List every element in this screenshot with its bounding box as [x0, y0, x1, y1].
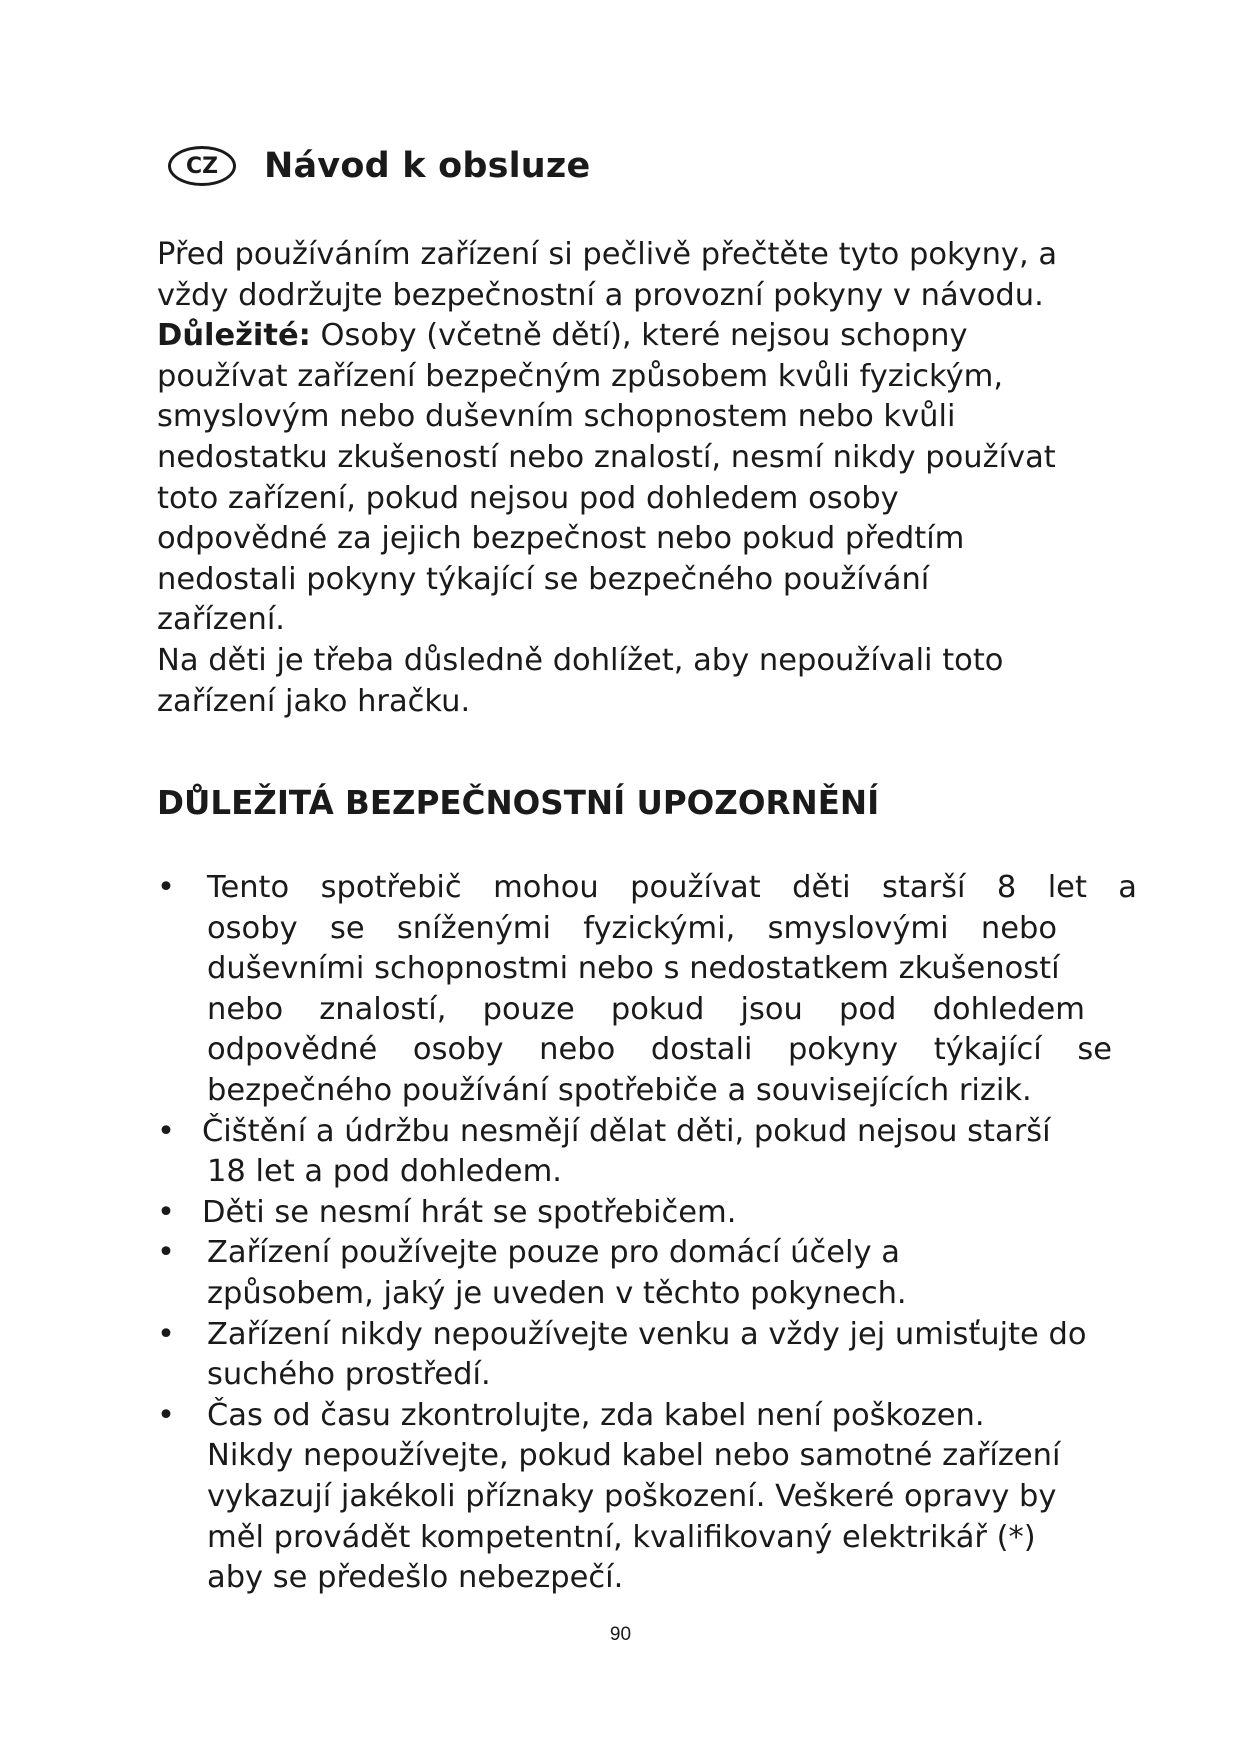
bullet-symbol: • — [157, 870, 175, 905]
bullet-symbol: • — [157, 1316, 175, 1352]
important-label: Důležité: — [157, 318, 311, 354]
important-line: smyslovým nebo duševním schopnostem nebo kvůli — [157, 399, 956, 435]
list-item-line: bezpečného používání spotřebiče a souvisejících rizik. — [207, 1072, 1032, 1108]
important-line: toto zařízení, pokud nejsou pod dohledem osoby — [157, 480, 899, 516]
list-item-line: měl provádět kompetentní, kvalifikovaný elektrikář (*) — [207, 1519, 1036, 1555]
list-item-line: suchého prostředí. — [207, 1357, 491, 1393]
children-line: Na děti je třeba důsledně dohlížet, aby nepoužívali toto — [157, 642, 1004, 678]
list-item-line: Nikdy nepoužívejte, pokud kabel nebo samotné zařízení — [207, 1438, 1061, 1474]
intro-line: vždy dodržujte bezpečnostní a provozní pokyny v návodu. — [157, 277, 1044, 313]
bullet-symbol: • — [157, 1235, 175, 1271]
bullet-symbol: • — [157, 1113, 175, 1149]
list-item-line: Čištění a údržbu nesmějí dělat děti, pokud nejsou starší — [202, 1113, 1051, 1149]
intro-line: Před používáním zařízení si pečlivě přečtěte tyto pokyny, a — [157, 237, 1058, 272]
page-number: 90 — [609, 1624, 632, 1645]
list-item-line: osoby se sníženými fyzickými, smyslovými nebo — [207, 910, 1057, 946]
list-item-line: způsobem, jaký je uveden v těchto pokynech. — [207, 1275, 907, 1311]
list-item-line: nebo znalostí, pouze pokud jsou pod dohledem — [207, 991, 1085, 1027]
list-item-line: Zařízení nikdy nepoužívejte venku a vždy jej umisťujte do — [207, 1316, 1087, 1352]
bullet-symbol: • — [157, 1194, 175, 1230]
list-item — [157, 868, 1137, 1112]
country-badge-cz: CZ — [168, 146, 236, 186]
list-item — [157, 1193, 1137, 1234]
list-item — [157, 1112, 1137, 1193]
children-line: zařízení jako hračku. — [157, 683, 471, 719]
important-line: odpovědné za jejich bezpečnost nebo pokud předtím — [157, 521, 965, 557]
list-item-line: vykazují jakékoli příznaky poškození. Veškeré opravy by — [207, 1478, 1057, 1514]
page-title: Návod k obsluze — [264, 146, 591, 186]
important-line: nedostatku zkušeností nebo znalostí, nesmí nikdy používat — [157, 439, 1056, 475]
safety-list — [157, 868, 1137, 1599]
important-line: zařízení. — [157, 602, 285, 638]
list-item-line: Zařízení používejte pouze pro domácí účely a — [207, 1235, 900, 1271]
list-item-line: duševními schopnostmi nebo s nedostatkem zkušeností — [207, 951, 1060, 987]
list-item-line: Čas od času zkontrolujte, zda kabel není poškozen. — [207, 1397, 985, 1433]
list-item-line: aby se předešlo nebezpečí. — [207, 1560, 624, 1596]
page-header — [168, 146, 590, 186]
intro-paragraph — [157, 235, 1117, 722]
list-item-line: 18 let a pod dohledem. — [207, 1154, 562, 1190]
list-item-line: Tento spotřebič mohou používat děti starší 8 let a — [207, 870, 1137, 905]
section-heading: DŮLEŽITÁ BEZPEČNOSTNÍ UPOZORNĚNÍ — [157, 784, 880, 822]
list-item-line: odpovědné osoby nebo dostali pokyny týkající se — [207, 1032, 1112, 1068]
important-text: Osoby (včetně dětí), které nejsou schopny — [310, 318, 968, 354]
important-line: nedostali pokyny týkající se bezpečného používání — [157, 561, 930, 597]
list-item — [157, 1315, 1137, 1396]
important-line — [157, 316, 1117, 357]
list-item — [157, 1233, 1137, 1314]
important-line: používat zařízení bezpečným způsobem kvůli fyzickým, — [157, 358, 1004, 394]
list-item-line: Děti se nesmí hrát se spotřebičem. — [202, 1194, 737, 1230]
bullet-symbol: • — [157, 1397, 175, 1433]
list-item — [157, 1396, 1137, 1599]
